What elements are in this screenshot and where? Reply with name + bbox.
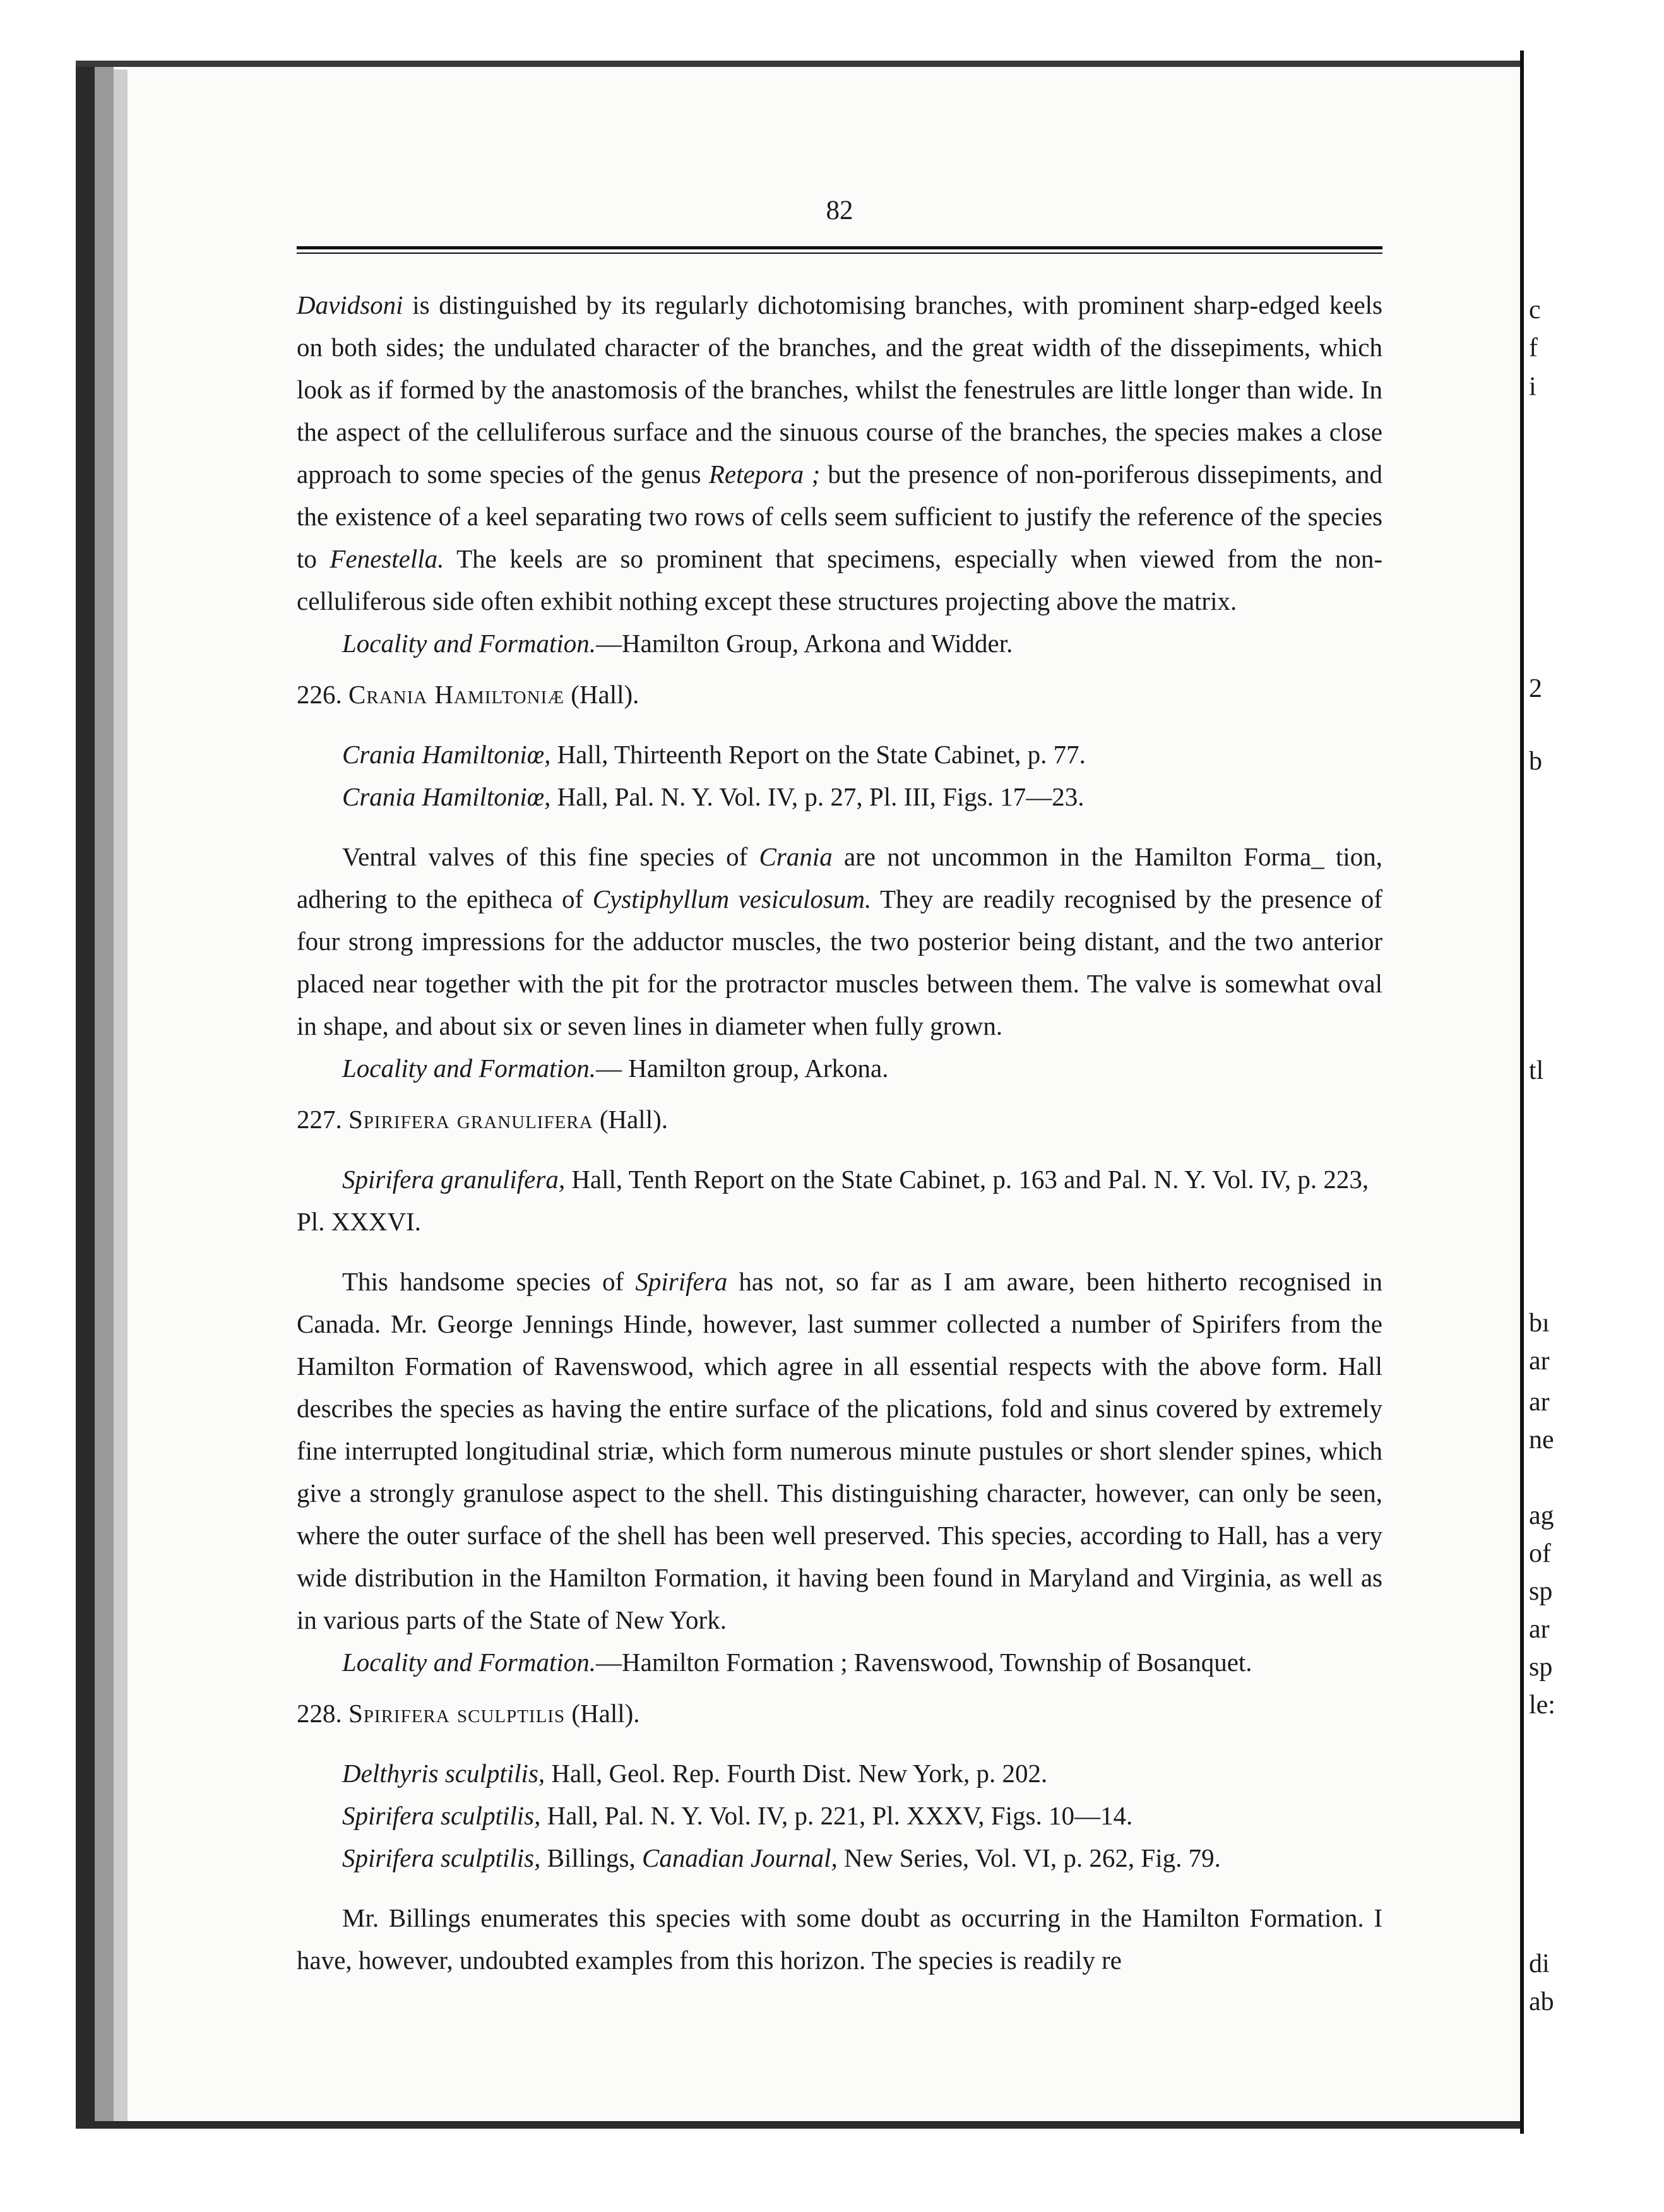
genus-name: Crania <box>759 842 833 871</box>
synonym-entry <box>297 1837 1382 1879</box>
locality-line <box>297 1641 1382 1684</box>
binding-gutter-shadow <box>95 66 114 2124</box>
synonymy-227 <box>297 1158 1382 1243</box>
page-bottom-edge <box>76 2121 1521 2129</box>
synonym-reference: Hall, Tenth Report on the State Cabinet, p. 163 and Pal. N. Y. Vol. IV, p. 223, Pl. XXXVI. <box>297 1165 1369 1236</box>
locality-text: — Hamilton group, Arkona. <box>596 1054 889 1083</box>
binding-gutter-edge <box>114 69 128 2121</box>
paragraph-text: This handsome species of <box>342 1267 636 1296</box>
genus-name: Fenestella. <box>330 544 444 573</box>
facing-page-text: c <box>1529 295 1541 324</box>
synonym-reference: Hall, Thirteenth Report on the State Cabinet, p. 77. <box>550 740 1086 769</box>
species-author: (Hall). <box>593 1105 668 1134</box>
locality-line <box>297 1047 1382 1090</box>
species-number: 226. <box>297 680 348 709</box>
facing-page-text: ab <box>1529 1987 1554 2016</box>
locality-text: —Hamilton Formation ; Ravenswood, Township of Bosanquet. <box>596 1648 1252 1677</box>
facing-page-text: sp <box>1529 1577 1553 1606</box>
page-fold-line <box>1520 51 1524 2134</box>
species-number: 227. <box>297 1105 348 1134</box>
paragraph-text: are not uncommon in the Hamilton Forma_ tion, adhering to the epitheca of <box>297 842 1382 913</box>
paragraph-text: is distinguished by its regularly dichotomising branches, with prominent sharp-edged keels on both sides; the undulated character of the branches, and the great width of the dissepiments, which look as if formed by the anastomosis of the branches, whilst the fenestrules are little longer than wide. In the aspect of the celluliferous surface and the sinuous course of the branches, the species makes a close approach to some species of the genus <box>297 290 1382 489</box>
synonym-reference: Billings, <box>540 1843 642 1872</box>
synonymy-228 <box>297 1752 1382 1879</box>
facing-page-text: ar <box>1529 1615 1550 1644</box>
paragraph-crania <box>297 836 1382 1047</box>
facing-page-text: ag <box>1529 1501 1554 1530</box>
species-title: Crania Hamiltoniæ <box>348 680 564 709</box>
paragraph-davidsoni <box>297 284 1382 622</box>
facing-page-text: of <box>1529 1539 1551 1568</box>
species-title: Spirifera sculptilis <box>348 1699 566 1728</box>
locality-line <box>297 622 1382 665</box>
synonym-name: Spirifera granulifera, <box>342 1165 566 1194</box>
facing-page-text: ar <box>1529 1347 1550 1376</box>
synonym-name: Spirifera sculptilis, <box>342 1801 541 1830</box>
page-number: 82 <box>826 196 853 225</box>
species-heading-226 <box>297 674 1382 716</box>
facing-page-text: tl <box>1529 1056 1544 1085</box>
paragraph-billings: Mr. Billings enumerates this species with some doubt as occurring in the Hamilton Formation. I have, however, undoubted examples from this horizon. The species is readily re <box>297 1903 1382 1975</box>
species-author: (Hall). <box>564 680 639 709</box>
facing-page-text: le: <box>1529 1691 1555 1720</box>
species-name: Cystiphyllum vesiculosum. <box>592 884 872 913</box>
synonym-reference: Hall, Pal. N. Y. Vol. IV, p. 27, Pl. III, Figs. 17—23. <box>550 782 1085 811</box>
synonym-name: Crania Hamiltoniœ, <box>342 740 551 769</box>
species-number: 228. <box>297 1699 348 1728</box>
synonym-entry <box>297 776 1382 818</box>
paragraph-spirifera <box>297 1261 1382 1641</box>
locality-label: Locality and Formation. <box>342 1648 597 1677</box>
synonym-reference: New Series, Vol. VI, p. 262, Fig. 79. <box>837 1843 1221 1872</box>
synonym-name: Delthyris sculptilis, <box>342 1759 545 1788</box>
species-name: Davidsoni <box>297 290 403 319</box>
species-title: Spirifera granulifera <box>348 1105 593 1134</box>
facing-page-text: b <box>1529 747 1542 776</box>
header-rule <box>297 246 1382 254</box>
facing-page-text: di <box>1529 1949 1550 1978</box>
paragraph-text: has not, so far as I am aware, been hitherto recognised in Canada. Mr. George Jennings Hinde, however, last summer collected a number of Spirifers from the Hamilton Formation of Ravenswood, which agree in all essential respects with the above form. Hall describes the species as having the entire surface of the plications, fold and sinus covered by extremely fine interrupted longitudinal striæ, which form numerous minute pustules or short slender spines, which give a strongly granulose aspect to the shell. This distinguishing character, however, can only be seen, where the outer surface of the shell has been well preserved. This species, according to Hall, has a very wide distribution in the Hamilton Formation, it having been found in Maryland and Virginia, as well as in various parts of the State of New York. <box>297 1267 1382 1634</box>
facing-page-text: sp <box>1529 1653 1553 1682</box>
paragraph-text: Ventral valves of this fine species of <box>342 842 759 871</box>
body-text <box>297 284 1382 1982</box>
synonym-entry <box>297 1752 1382 1795</box>
synonymy-226 <box>297 734 1382 818</box>
synonym-entry <box>297 1795 1382 1837</box>
locality-label: Locality and Formation. <box>342 629 597 658</box>
facing-page-fragment <box>1528 0 1664 2212</box>
locality-text: —Hamilton Group, Arkona and Widder. <box>596 629 1013 658</box>
species-author: (Hall). <box>565 1699 640 1728</box>
page-top-edge <box>76 61 1521 67</box>
synonym-name: Crania Hamiltoniœ, <box>342 782 551 811</box>
paragraph-text: The keels are so prominent that specimens, especially when viewed from the non-celluliferous side often exhibit nothing except these structures projecting above the matrix. <box>297 544 1382 615</box>
synonym-reference: Hall, Pal. N. Y. Vol. IV, p. 221, Pl. XXXV, Figs. 10—14. <box>540 1801 1133 1830</box>
synonym-entry <box>297 1158 1382 1243</box>
facing-page-text: bı <box>1529 1309 1550 1338</box>
paragraph-text: They are readily recognised by the presence of four strong impressions for the adductor muscles, the two posterior being distant, and the two anterior placed near together with the pit for the protractor muscles between them. The valve is somewhat oval in shape, and about six or seven lines in diameter when fully grown. <box>297 884 1382 1040</box>
species-heading-228 <box>297 1692 1382 1735</box>
facing-page-text: 2 <box>1529 674 1542 703</box>
paragraph-text: but the presence of non-poriferous dissepiments, and the existence of a keel separating two rows of cells seem sufficient to justify the reference of the species to <box>297 460 1382 573</box>
facing-page-text: ne <box>1529 1425 1554 1454</box>
binding-gutter <box>76 66 95 2124</box>
synonym-name: Spirifera sculptilis, <box>342 1843 541 1872</box>
synonym-reference: Hall, Geol. Rep. Fourth Dist. New York, p. 202. <box>545 1759 1048 1788</box>
journal-name: Canadian Journal, <box>641 1843 838 1872</box>
synonym-entry <box>297 734 1382 776</box>
facing-page-text: ar <box>1529 1388 1550 1417</box>
genus-name: Spirifera <box>635 1267 728 1296</box>
locality-label: Locality and Formation. <box>342 1054 597 1083</box>
facing-page-text: f <box>1529 333 1538 362</box>
facing-page-text: i <box>1529 372 1536 401</box>
species-heading-227 <box>297 1098 1382 1141</box>
genus-name: Retepora ; <box>708 460 821 489</box>
